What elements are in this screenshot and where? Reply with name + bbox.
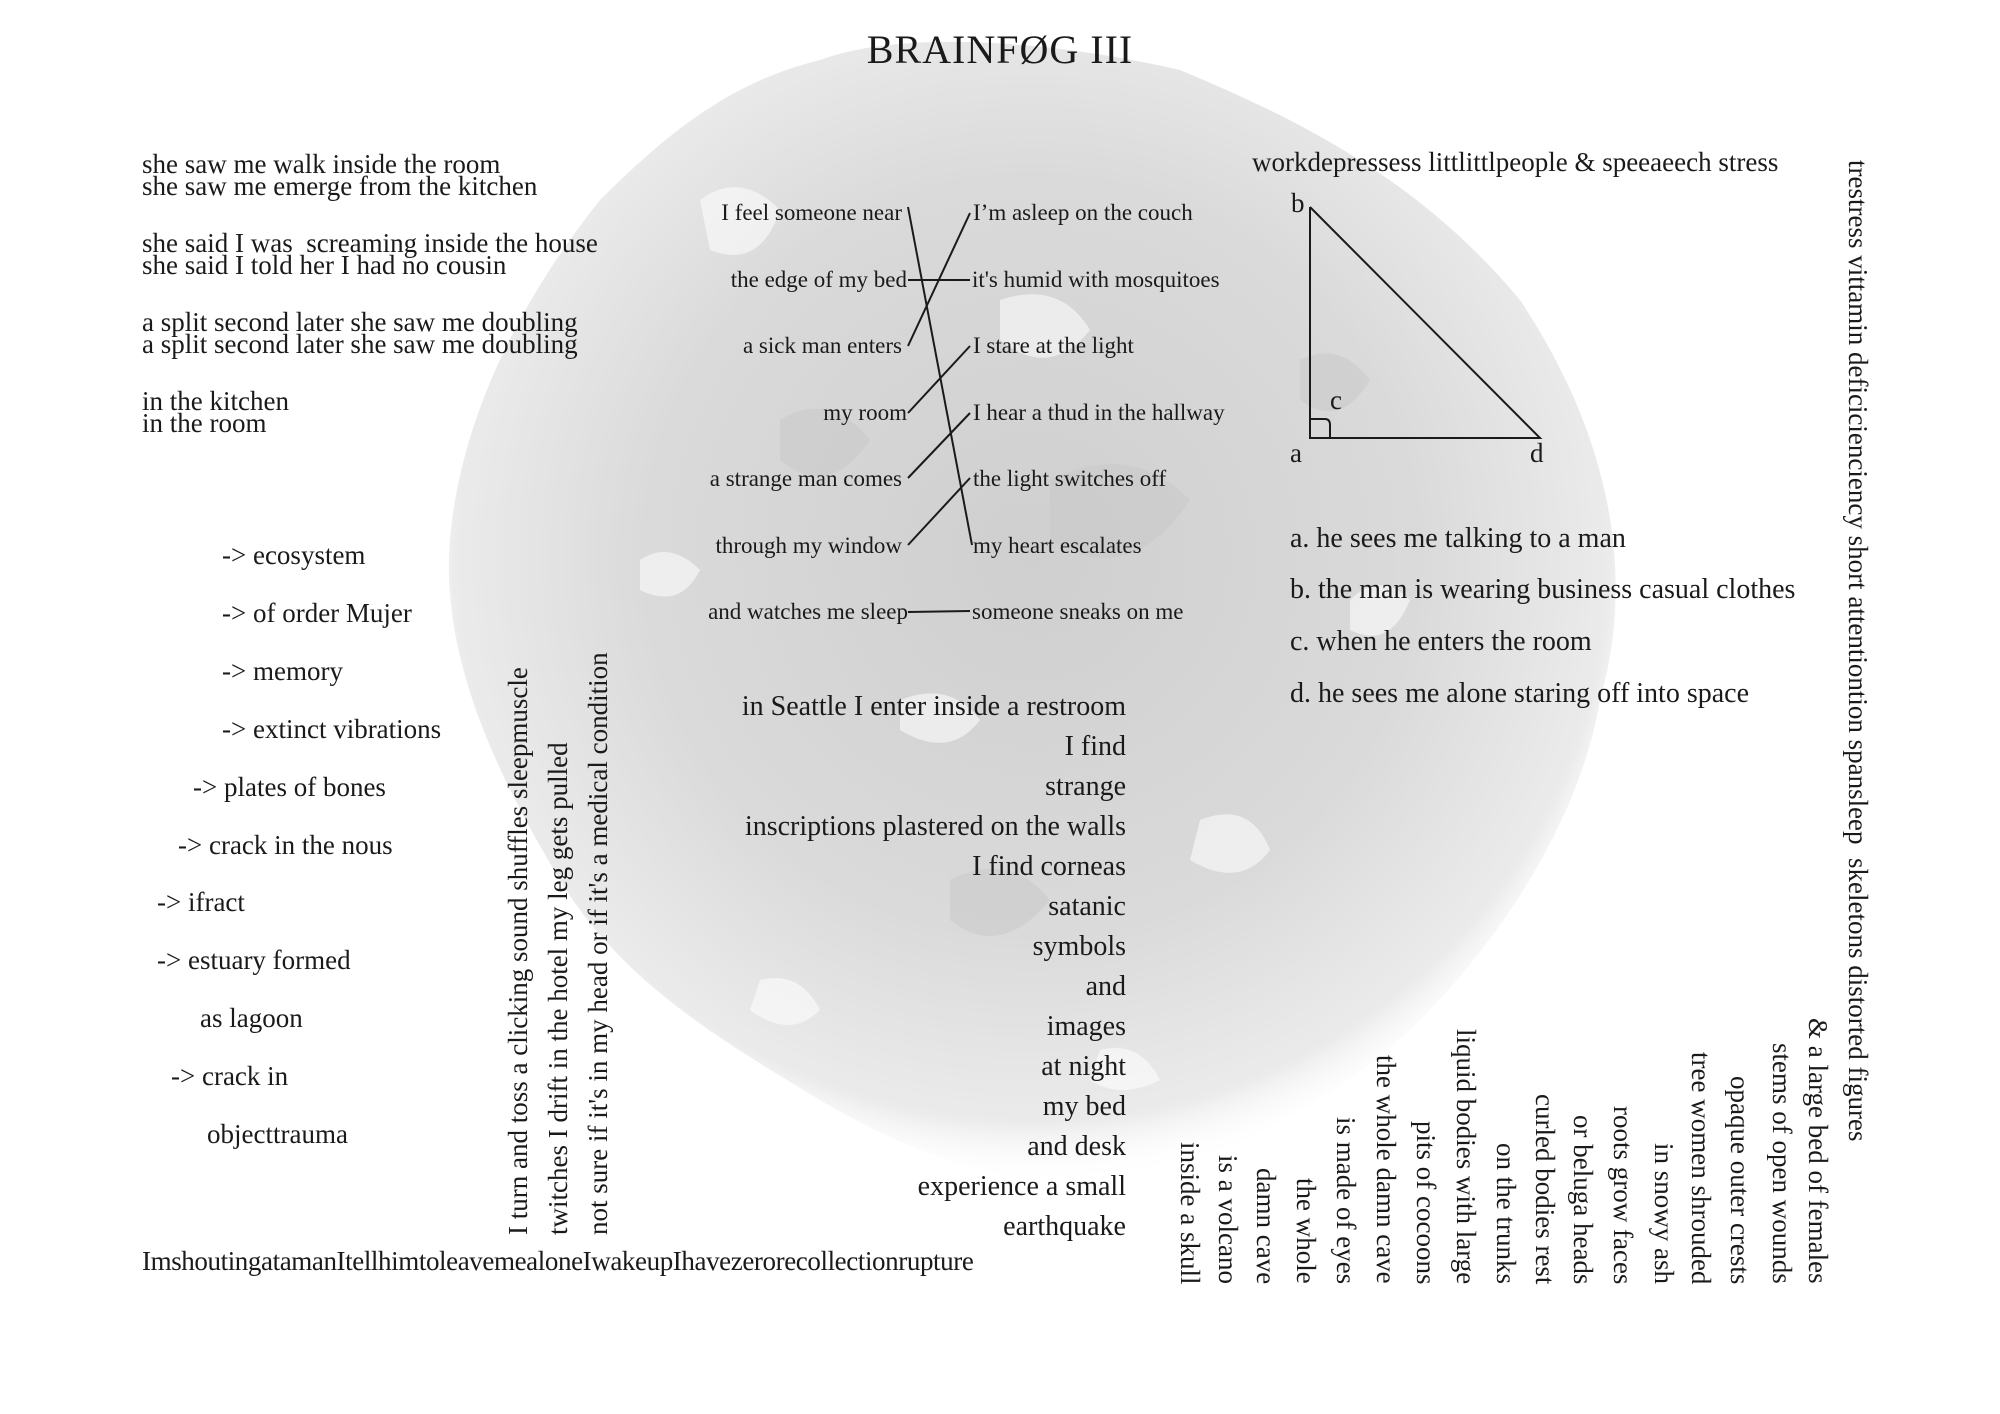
line-window-to-switch: [908, 478, 970, 545]
couplet-1: [142, 149, 538, 201]
couplet-4: [142, 386, 289, 438]
pair-left-4: my room: [823, 400, 907, 425]
couplet-line: a split second later she saw me doubling: [142, 329, 578, 359]
vertical-column: curled bodies rest: [1530, 1093, 1560, 1284]
arrow-list-item: -> ifract: [157, 887, 245, 917]
vertical-column: is made of eyes: [1331, 1116, 1361, 1284]
vertical-line-2: twitches I drift in the hotel my leg gets pulled: [543, 742, 573, 1235]
line-near-to-heart: [908, 207, 972, 545]
couplet-line: in the room: [142, 408, 267, 438]
stanza-line: earthquake: [1003, 1211, 1126, 1242]
vertical-column: liquid bodies with large: [1451, 1028, 1481, 1284]
couplet-line: in the kitchen: [142, 386, 289, 416]
stanza-line: at night: [1041, 1051, 1126, 1082]
triangle-label-d: d: [1530, 438, 1544, 468]
page-title: BRAINFØG III: [866, 27, 1134, 72]
pair-right-5: the light switches off: [973, 466, 1167, 491]
vertical-column: & a large bed of females: [1803, 1018, 1833, 1284]
vertical-column: stems of open wounds: [1767, 1043, 1797, 1284]
line-strange-to-thud: [908, 413, 970, 478]
couplet-3: [142, 307, 578, 359]
arrow-list-item: -> crack in: [171, 1061, 289, 1091]
couplet-line: she saw me walk inside the room: [142, 149, 501, 179]
triangle-label-b: b: [1291, 188, 1305, 218]
arrow-list-item: -> plates of bones: [193, 772, 386, 802]
vertical-column: or beluga heads: [1568, 1114, 1598, 1284]
right-header-line: workdepressess littlittlpeople & speeaeech stress: [1252, 147, 1779, 177]
option-b: b. the man is wearing business casual clothes: [1290, 574, 1796, 605]
vertical-column: on the trunks: [1491, 1143, 1521, 1284]
pair-right-7: someone sneaks on me: [972, 599, 1184, 624]
run-on-line: ImshoutingatamanItellhimtoleavemealoneIwakeupIhavezerorecollectionrupture: [142, 1246, 974, 1276]
line-room-to-light: [908, 346, 970, 413]
arrow-list-item: -> crack in the nous: [178, 830, 393, 860]
stanza-line: experience a small: [917, 1171, 1126, 1202]
vertical-column: pits of cocoons: [1411, 1120, 1441, 1284]
stanza-line: and: [1085, 971, 1126, 1002]
stanza-line: and desk: [1027, 1131, 1126, 1162]
arrow-list-item: -> ecosystem: [222, 540, 366, 570]
vertical-column: roots grow faces: [1608, 1105, 1638, 1284]
vertical-column: tree women shrouded: [1686, 1051, 1716, 1284]
couplet-2: [142, 228, 598, 280]
triangle-label-c: c: [1330, 385, 1342, 415]
vertical-column: inside a skull: [1175, 1141, 1205, 1284]
arrow-list-item: as lagoon: [200, 1003, 303, 1033]
vertical-column: is a volcano: [1213, 1155, 1243, 1284]
pair-right-4: I hear a thud in the hallway: [973, 400, 1225, 425]
arrow-list-item: -> extinct vibrations: [222, 714, 442, 744]
option-d: d. he sees me alone staring off into space: [1290, 678, 1750, 709]
vertical-column: in snowy ash: [1649, 1143, 1679, 1284]
vertical-column: the whole: [1291, 1178, 1321, 1284]
pair-right-2: it's humid with mosquitoes: [972, 267, 1220, 292]
triangle-label-a: a: [1290, 438, 1302, 468]
stanza-line: in Seattle I enter inside a restroom: [741, 691, 1126, 722]
option-c: c. when he enters the room: [1290, 626, 1592, 657]
stanza-line: satanic: [1048, 891, 1126, 922]
option-a: a. he sees me talking to a man: [1290, 523, 1626, 554]
seattle-stanza: [566, 687, 1126, 1247]
pair-left-5: a strange man comes: [709, 466, 902, 491]
pair-left-1: I feel someone near: [721, 200, 902, 225]
couplet-line: she saw me emerge from the kitchen: [142, 171, 538, 201]
couplet-line: a split second later she saw me doubling: [142, 307, 578, 337]
stanza-line: symbols: [1032, 931, 1126, 962]
stanza-line: strange: [1045, 771, 1126, 802]
vertical-line-3: not sure if it's in my head or if it's a medical condition: [583, 652, 613, 1235]
arrow-list-item: -> memory: [222, 656, 343, 686]
vertical-column: the whole damn cave: [1371, 1055, 1401, 1284]
vertical-column: opaque outer crests: [1725, 1075, 1755, 1284]
stanza-line: inscriptions plastered on the walls: [744, 811, 1126, 842]
stanza-line: images: [1046, 1011, 1126, 1042]
stanza-line: my bed: [1042, 1091, 1126, 1122]
pair-right-1: I’m asleep on the couch: [973, 200, 1193, 225]
pair-left-2: the edge of my bed: [730, 267, 907, 292]
pair-left-3: a sick man enters: [742, 333, 902, 358]
vertical-column: damn cave: [1251, 1167, 1281, 1284]
pair-left-6: through my window: [715, 533, 902, 558]
vertical-line-1: I turn and toss a clicking sound shuffles sleepmuscle: [503, 667, 533, 1235]
pair-right-6: my heart escalates: [973, 533, 1142, 558]
line-watches-to-sneaks: [908, 611, 970, 612]
stanza-line: I find: [1064, 731, 1126, 762]
arrow-list-item: -> estuary formed: [157, 945, 351, 975]
arrow-list-item: -> of order Mujer: [222, 598, 412, 628]
couplet-line: she said I told her I had no cousin: [142, 250, 507, 280]
pair-left-7: and watches me sleep: [708, 599, 908, 624]
pair-right-3: I stare at the light: [973, 333, 1134, 358]
triangle-diagram: [1310, 207, 1540, 438]
far-right-vertical-line: trestress vittamin deficicienciency short attentiontion spansleep skeletons distorted figures: [1843, 160, 1873, 1142]
stanza-line: I find corneas: [972, 851, 1126, 882]
couplet-line: she said I was screaming inside the house: [142, 228, 598, 258]
arrow-list-item: objecttrauma: [207, 1119, 348, 1149]
